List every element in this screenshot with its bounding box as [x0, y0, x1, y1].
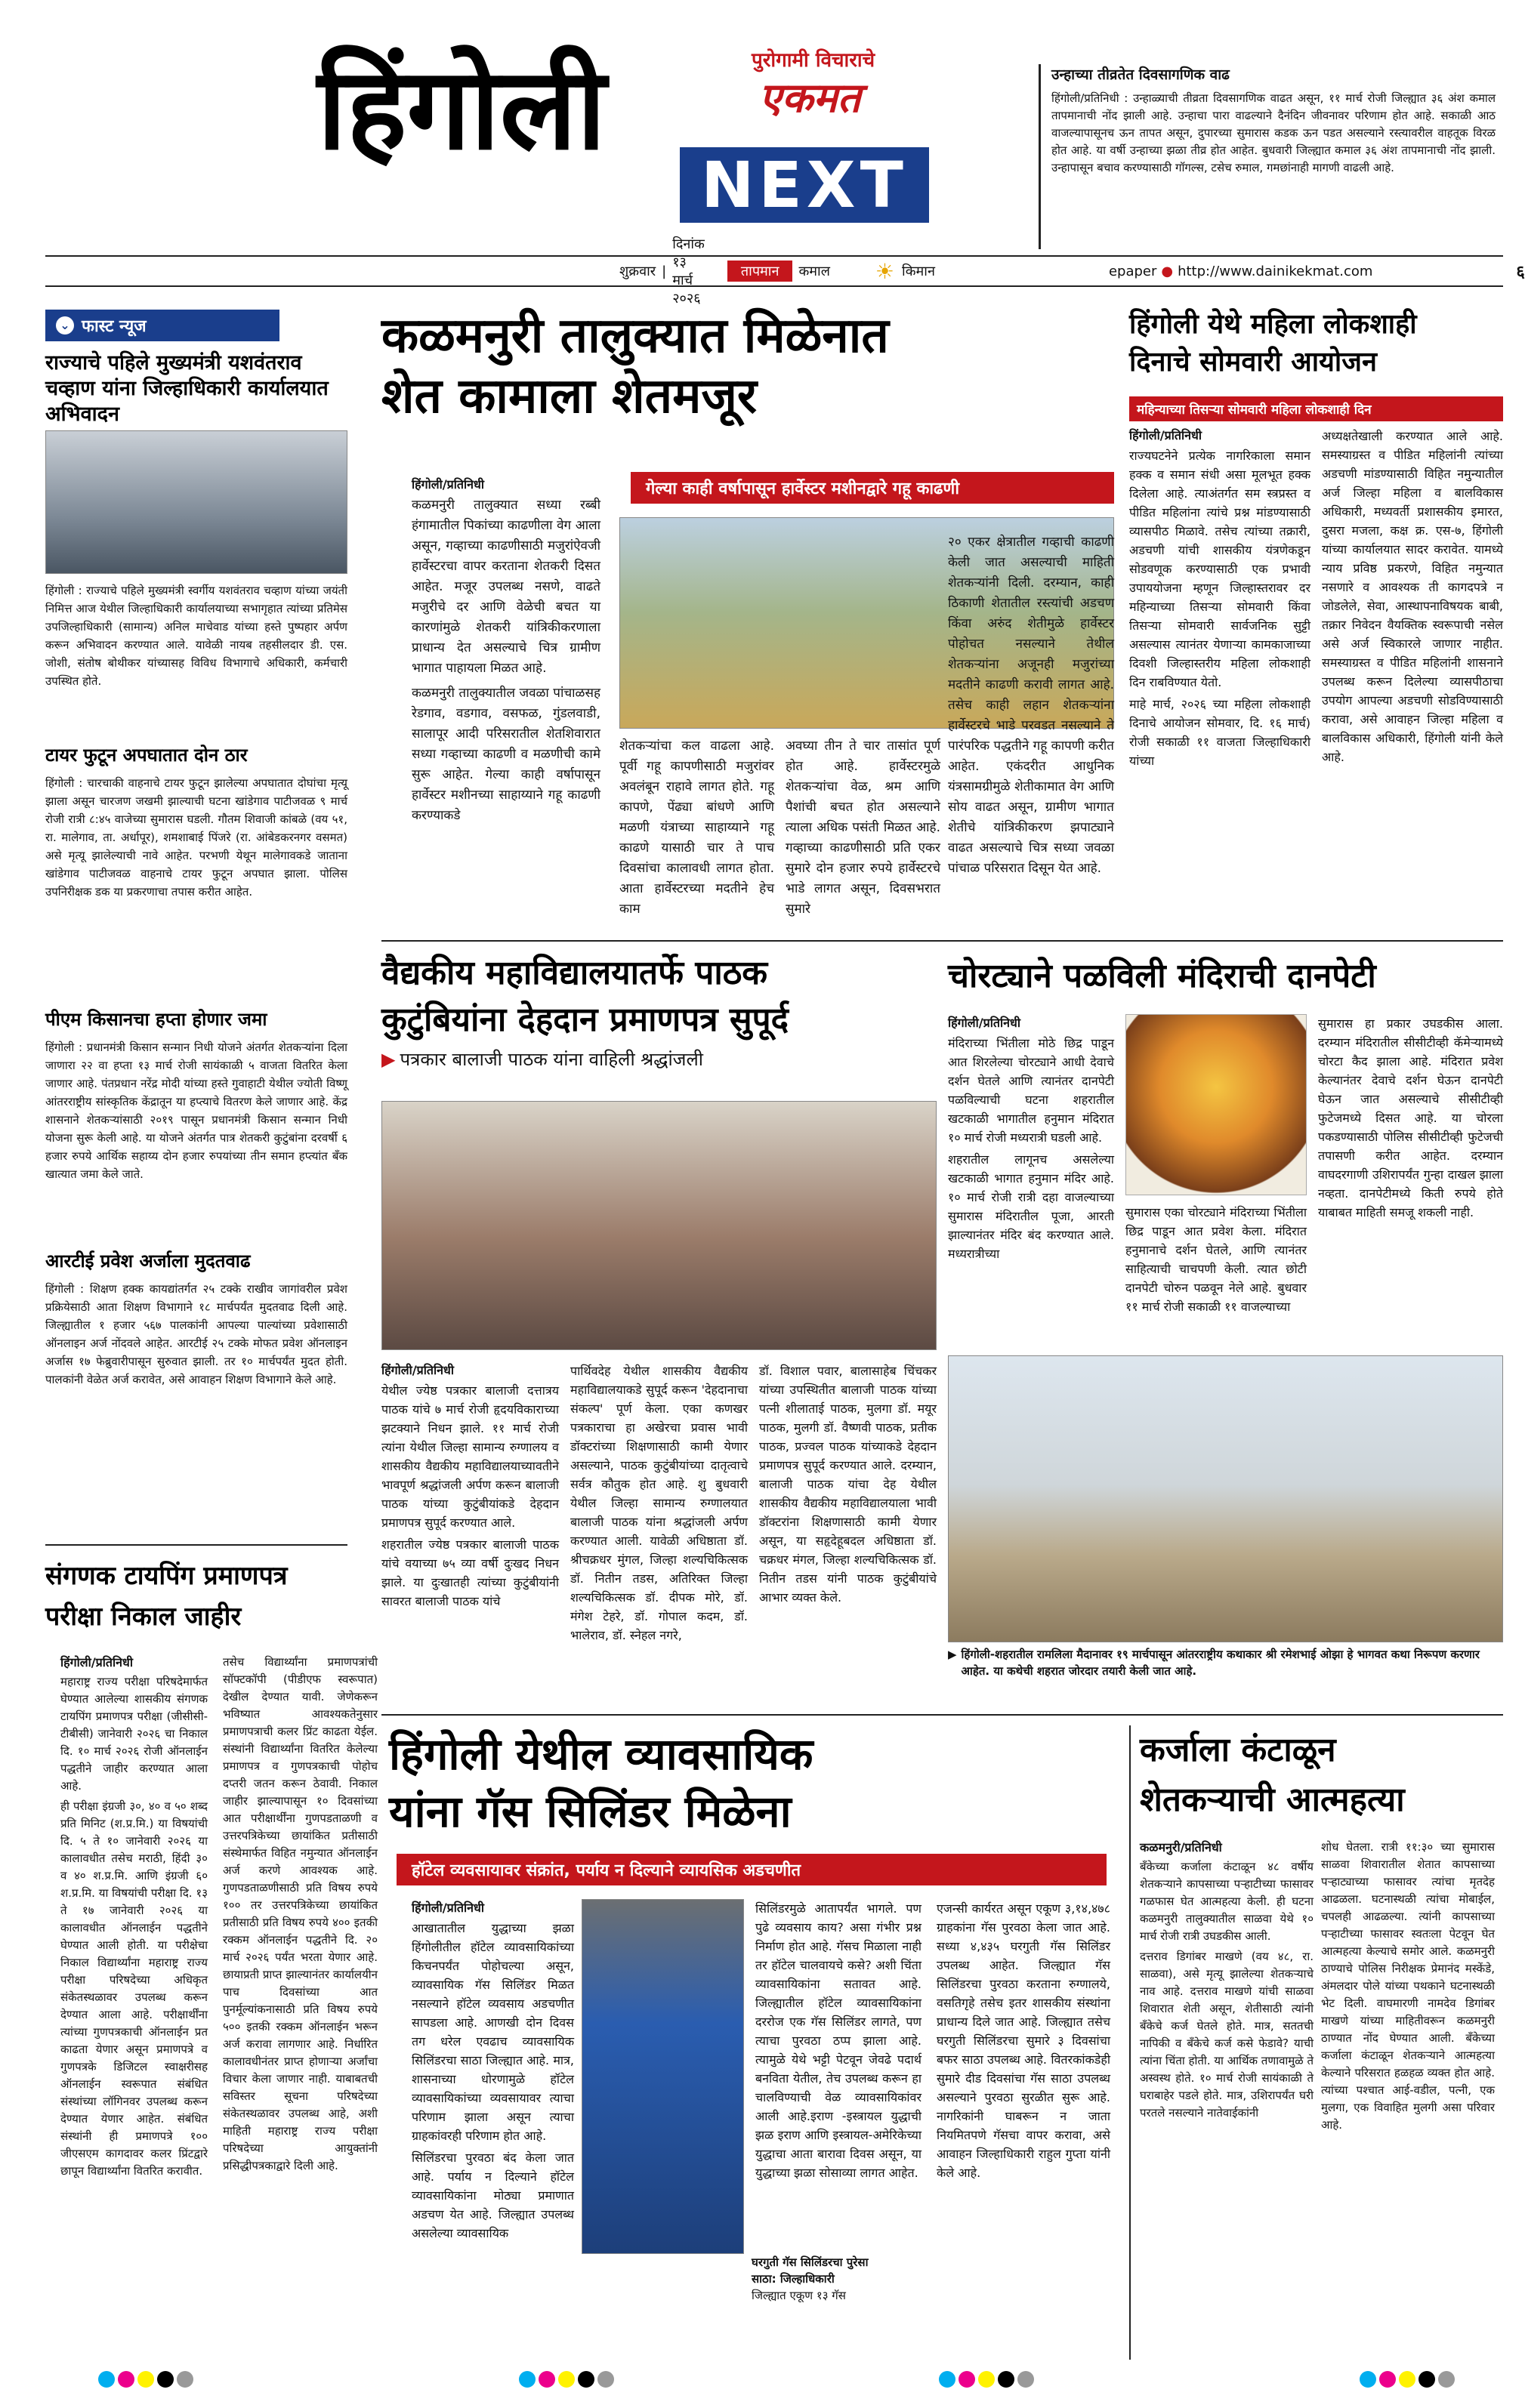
typing-headline-2: परीक्षा निकाल जाहीर — [45, 1602, 242, 1632]
news-title-3: पीएम किसानचा हप्ता होणार जमा — [45, 1009, 267, 1030]
lokshahi-headline-2: दिनाचे सोमवारी आयोजन — [1129, 347, 1377, 378]
website-link[interactable]: http://www.dainikekmat.com — [1178, 263, 1373, 279]
medical-byline: हिंगोली/प्रतिनिधी — [381, 1363, 455, 1377]
medical-kicker — [381, 1047, 937, 1071]
thief-illustration — [1125, 1014, 1307, 1195]
medical-col-3: डॉ. विशाल पवार, बालासाहेब चिंचकर यांच्या उपस्थितीत बालाजी पाठक यांच्या पत्नी शीलाताई पाठक, मुलगा डॉ. मयूर पाठक, मुलगी डॉ. वैष्णवी पाठक, प्रतीक पाठक, प्रज्वल पाठक यांच्याकडे देहदान प्रमाणपत्र सुपूर्द करण्यात आले. दरम्यान, बालाजी पाठक यांचा देह येथील शासकीय वैद्यकीय महाविद्यालयाला भावी डॉक्टरांना शिक्षणासाठी कामी येणार असून, या सहृदेहूबदल अधिष्ठाता डॉ. चक्रधर मंगल, जिल्हा शल्यचिकित्सक डॉ. नितीन तडस यांनी पाठक कुटुंबीयांचे आभार व्यक्त केले. — [759, 1364, 937, 1605]
typing-col-1: महाराष्ट्र राज्य परीक्षा परिषदेमार्फत घेण्यात आलेल्या शासकीय संगणक टायपिंग प्रमाणपत्र परीक्षा (जीसीसी-टीबीसी) जानेवारी २०२६ चा निकाल दि. १० मार्च २०२६ रोजी ऑनलाईन पद्धतीने जाहीर करण्यात आला आहे. — [60, 1675, 208, 1793]
lokshahi-col-2: अध्यक्षतेखाली करण्यात आले आहे. समस्याग्रस्त व पीडित महिलांनी त्यांच्या अडचणी मांडण्यासाठी विहित नमुन्यातील अर्ज जिल्हा महिला व बालविकास अधिकारी, मध्यवर्ती प्रशासकीय इमारत, दुसरा मजला, कक्ष क्र. एस-७, हिंगोली यांच्या कार्यालयात सादर करावेत. यामध्ये न्याय प्रविष्ठ प्रकरणे, विहित नमुन्यात नसणारे व आवश्यक ती कागदपत्रे न जोडलेले, सेवा, आस्थापनाविषयक बाबी, तक्रार निवेदन वैयक्तिक स्वरूपाची नसेल असे अर्ज स्विकारले जाणार नाहीत. समस्याग्रस्त व पीडित महिलांनी शासनाने उपलब्ध करून दिलेल्या व्यासपीठाचा उपयोग आपल्या अडचणी सोडविण्यासाठी करावा, असे आवाहन जिल्हा महिला व बालविकास अधिकारी, हिंगोली यांनी केले आहे. — [1322, 429, 1503, 764]
globe-icon: ● — [1161, 263, 1174, 279]
gas-photo-caption-3: जिल्ह्यात एकूण १३ गॅस — [752, 2289, 846, 2302]
page-number: ६ — [1516, 263, 1525, 282]
lead-col-1: कळमनुरी तालुक्यात सध्या रब्बी हंगामातील पिकांच्या काढणीला वेग आला असून, गव्हाच्या काढणीसाठी मजुरांऐवजी हार्वेस्टरचा वापर करताना शेतकरी दिसत आहेत. मजूर उपलब्ध नसणे, वाढते मजुरीचे दर आणि वेळेची बचत या कारणांमुळे शेतकरी यांत्रिकीकरणाला प्राधान्य देत असल्याचे चित्र ग्रामीण भागात पाहायला मिळत आहे. — [412, 498, 600, 676]
fast-news-label-bar — [45, 310, 279, 341]
gas-photo-caption-1: घरगुती गॅस सिलिंडरचा पुरेसा — [752, 2255, 869, 2269]
max-temp-label: कमाल — [798, 264, 830, 279]
gas-photo-caption-2: साठा: जिल्हाधिकारी — [752, 2272, 835, 2286]
medical-col-2: पार्थिवदेह येथील शासकीय वैद्यकीय महाविद्यालयाकडे सुपूर्द करून 'देहदानाचा संकल्प' पूर्ण केला. एका कणखर पत्रकाराचा हा अखेरचा प्रवास भावी डॉक्टरांच्या शिक्षणासाठी कामी येणार असल्याने, पाठक कुटुंबीयांच्या दातृत्वाचे सर्वत्र कौतुक होत आहे. शु बुधवारी येथील जिल्हा सामान्य रुग्णालयात बालाजी पाठक यांना श्रद्धांजली अर्पण करण्यात आली. यावेळी अधिष्ठाता डॉ. श्रीचक्रधर मुंगल, जिल्हा शल्यचिकित्सक डॉ. नितीन तडस, अतिरिक्त जिल्हा शल्यचिकित्सक डॉ. दीपक मोरे, डॉ. मंगेश टेहरे, डॉ. गोपाल कदम, डॉ. भालेराव, डॉ. स्नेहल नगरे, — [570, 1364, 748, 1642]
epaper-label: epaper — [1108, 263, 1157, 279]
lead-col-4: २० एकर क्षेत्रातील गव्हाची काढणी केली जात असल्याची माहिती शेतकऱ्यांनी दिली. दरम्यान, काही ठिकाणी शेतातील रस्त्यांची अडचण किंवा अरुंद शेतीमुळे हार्वेस्टर पोहोचत नसल्याने तेथील शेतकऱ्यांना अजूनही मजुरांच्या मदतीने काढणी करावी लागत आहे. तसेच काही लहान शेतकऱ्यांना हार्वेस्टरचे भाडे परवडत नसल्याने ते पारंपरिक पद्धतीने गहू कापणी करीत आहेत. एकंदरीत आधुनिक यंत्रसामग्रीमुळे शेतीकामात वेग आणि सोय वाढत असून, ग्रामीण भागात शेतीचे यांत्रिकीकरण झपाट्याने वाढत असल्याचे चित्र सध्या जवळा पांचाळ परिसरात दिसून येत आहे. — [948, 535, 1114, 876]
fast-news-column — [45, 310, 347, 1533]
gas-col-1b: सिलिंडरचा पुरवठा बंद केला जात आहे. पर्याय न दिल्याने हॉटेल व्यावसायिकांना मोठ्या प्रमाणात अडचण येत आहे. जिल्ह्यात उपलब्ध असलेल्या व्यावसायिक — [412, 2151, 574, 2240]
typing-byline: हिंगोली/प्रतिनिधी — [60, 1655, 134, 1670]
farmer-headline-2: शेतकऱ्याची आत्महत्या — [1140, 1781, 1405, 1819]
brand-logo: एकमत — [759, 74, 861, 122]
typing-story — [45, 1555, 378, 2348]
lead-col-1b: कळमनुरी तालुक्यातील जवळा पांचाळसह रेडगाव, वडगाव, वसफळ, गुंडलवाडी, सालापूर आदी परिसरातील शेतशिवारात सध्या गव्हाच्या काढणी व मळणीची कामे सुरू आहेत. गेल्या काही वर्षापासून हार्वेस्टर मशीनच्या साहाय्याने गहू काढणी करण्याकडे — [412, 686, 600, 823]
news-title-1: राज्याचे पहिले मुख्यमंत्री यशवंतराव चव्हाण यांना जिल्हाधिकारी कार्यालयात अभिवादन — [45, 351, 329, 426]
dateline-day: शुक्रवार — [619, 264, 656, 279]
lead-col-3: अवघ्या तीन ते चार तासांत पूर्ण होत आहे. हार्वेस्टरमुळे शेतकऱ्यांचा वेळ, श्रम आणि पैशांची बचत होत असल्याने त्याला अधिक पसंती मिळत आहे. गव्हाच्या काढणीसाठी प्रति एकर सुमारे दोन हजार रुपये हार्वेस्टरचे भाडे लागत असून, दिवसभरात सुमारे — [786, 738, 940, 917]
medical-col-1b: शहरातील ज्येष्ठ पत्रकार बालाजी पाठक यांचे वयाच्या ७५ व्या वर्षी दुःखद निधन झाले. या दुःखातही त्यांच्या कुटुंबीयांनी सावरत बालाजी पाठक यांचे — [381, 1537, 559, 1608]
gas-cylinder-photo — [582, 1899, 744, 2254]
news-photo-1 — [45, 430, 347, 574]
news-body-2: हिंगोली : चारचाकी वाहनाचे टायर फुटून झालेल्या अपघातात दोघांचा मृत्यू झाला असून चारजण जखमी झाल्याची घटना खांडेगाव पाटीजवळ ९ मार्च रोजी रात्री ८:४५ वाजेच्या सुमारास घडली. गौतम शिवाजी कांबळे (वय ५१, रा. मालेगाव, ता. अर्धापूर), शमशाबाई पिंजरे (रा. आंबेडकरनगर वसमत) असे मृत्यू झालेल्याची नावे आहेत. परभणी येथून मालेगावकडे जाताना खांडेगाव पाटीजवळ वाहनाचे टायर फुटून अपघात झाला. पोलिस उपनिरीक्षक डक या प्रकरणाचा तपास करीत आहेत. — [45, 776, 347, 899]
farmer-byline: कळमनुरी/प्रतिनिधी — [1140, 1840, 1222, 1855]
lokshahi-story — [1129, 306, 1503, 933]
lead-kicker: गेल्या काही वर्षापासून हार्वेस्टर मशीनद्वारे गहू काढणी — [631, 472, 1114, 504]
farmer-col-1: बँकेच्या कर्जाला कंटाळून ४८ वर्षीय शेतकऱ्याने कापसाच्या पऱ्हाटीच्या फासावर गळफास घेत आत्महत्या केली. ही घटना कळमनुरी तालुक्यातील साळवा येथे १० मार्च रोजी रात्री उघडकीस आली. — [1140, 1860, 1314, 1943]
registration-marks — [98, 2371, 1458, 2391]
gas-col-2: सिलिंडरमुळे आतापर्यंत भागले. पण पुढे व्यवसाय काय? असा गंभीर प्रश्न निर्माण होत आहे. गॅसच मिळाला नाही तर हॉटेल चालवायचे कसे? अशी चिंता व्यावसायिकांना सतावत आहे. जिल्ह्यातील हॉटेल व्यावसायिकांना दररोज एक गॅस सिलिंडर लागते, पण त्याचा पुरवठा ठप्प झाला आहे. त्यामुळे येथे भट्टी पेटवून जेवढे पदार्थ बनविता येतील, तेच उपलब्ध करून हा चालविण्याची वेळ व्यावसायिकांवर आली आहे.इराण -इस्त्रायल युद्धाची झळ इराण आणि इस्त्रायल-अमेरिकेच्या युद्धाचा आता बारावा दिवस असून, या युद्धाच्या झळा सोसाव्या लागत आहेत. — [755, 1901, 921, 2180]
photo-caption-block — [582, 2254, 929, 2304]
farmer-headline-1: कर्जाला कंटाळून — [1140, 1731, 1336, 1769]
news-title-4: आरटीई प्रवेश अर्जाला मुदतवाढ — [45, 1250, 251, 1272]
typing-col-2: तसेच विद्यार्थ्यांना प्रमाणपत्रांची सॉफ्टकॉपी (पीडीएफ स्वरूपात) देखील देण्यात यावी. जेणेकरून भविष्यात आवश्यकतेनुसार प्रमाणपत्राची कलर प्रिंट काढता येईल. संस्थांनी विद्यार्थ्यांना वितरित केलेल्या प्रमाणपत्र व गुणपत्रकाची पोहोच दप्तरी जतन करून ठेवावी. निकाल जाहीर झाल्यापासून १० दिवसांच्या आत परीक्षार्थींना गुणपडताळणी व उत्तरपत्रिकेच्या छायांकित प्रतीसाठी संस्थेमार्फत विहित नमुन्यात ऑनलाईन अर्ज करणे आवश्यक आहे. गुणपडताळणीसाठी प्रति विषय रुपये १०० तर उत्तरपत्रिकेच्या छायांकित प्रतीसाठी प्रति विषय रुपये ४०० इतकी रक्कम ऑनलाईन पद्धतीने दि. २० मार्च २०२६ पर्यंत भरता येणार आहे. छायाप्रती प्राप्त झाल्यानंतर कार्यालयीन पाच दिवसांच्या आत पुनर्मूल्यांकनासाठी प्रति विषय रुपये ५०० इतकी रक्कम ऑनलाईन भरून अर्ज करावा लागणार आहे. निर्धारित कालावधीनंतर प्राप्त होणाऱ्या अर्जांचा विचार केला जाणार नाही. याबाबतची सविस्तर सूचना परिषदेच्या संकेतस्थळावर उपलब्ध आहे, अशी माहिती महाराष्ट्र राज्य परीक्षा परिषदेच्या आयुक्तांनी प्रसिद्धीपत्रकाद्वारे दिली आहे. — [223, 1655, 378, 2172]
sun-icon: ☀ — [875, 258, 895, 284]
temple-col-1b: शहरातील लागूनच असलेल्या खटकाळी भागात हनुमान मंदिर आहे. १० मार्च रोजी रात्री दहा वाजल्याच्या सुमारास मंदिरातील पूजा, आरती झाल्यानंतर मंदिर बंद करण्यात आले. मध्यरात्रीच्या — [948, 1152, 1114, 1261]
weather-box — [1039, 64, 1496, 249]
lokshahi-byline: हिंगोली/प्रतिनिधी — [1129, 428, 1202, 442]
temple-col-2: सुमारास एका चोरट्याने मंदिराच्या भिंतीला छिद्र पाडून आत प्रवेश केला. मंदिरात हनुमानाचे दर्शन घेतले, आणि त्यानंतर साहित्याची चाचपणी केली. त्यात छोटी दानपेटी चोरुन पळवून नेले आहे. बुधवार ११ मार्च रोजी सकाळी ११ वाजल्याच्या — [1125, 1205, 1307, 1314]
medical-story — [381, 950, 937, 1675]
dateline-date: दिनांक १३ मार्च २०२६ — [672, 236, 705, 307]
weather-body: हिंगोली/प्रतिनिधी : उन्हाळ्याची तीव्रता दिवसागणिक वाढत असून, ११ मार्च रोजी जिल्ह्यात ३६ अंश कमाल तापमानाची नोंद झाली आहे. उन्हाचा पारा वाढल्याने दैनंदिन जीवनावर परिणाम होत आहे. सकाळी आठ वाजल्यापासूनच ऊन तापत असून, दुपारच्या सुमारास कडक ऊन पडत असल्याने रस्त्यावरील वाहतूक विरळ होत आहे. या वर्षी उन्हाच्या झळा तीव्र होत आहेत. बुधवारी जिल्ह्यात कमाल ३६ अंश तापमानाची नोंद झाली. उन्हापासून बचाव करण्यासाठी गॉगल्स, टसेच रुमाल, गमछांनाही मागणी वाढली आहे. — [1051, 91, 1496, 174]
next-logo — [680, 147, 929, 223]
lokshahi-col-1b: माहे मार्च, २०२६ च्या महिला लोकशाही दिनाचे आयोजन सोमवार, दि. १६ मार्च) रोजी सकाळी ११ वाजता जिल्हाधिकारी यांच्या — [1129, 697, 1310, 768]
news-body-4: हिंगोली : शिक्षण हक्क कायद्यांतर्गत २५ टक्के राखीव जागांवरील प्रवेश प्रक्रियेसाठी आता शिक्षण विभागाने १८ मार्चपर्यंत मुदतवाढ दिली आहे. जिल्ह्यातील १ हजार ५६७ पालकांनी आपल्या पाल्यांच्या प्रवेशासाठी ऑनलाइन अर्ज नोंदवले आहेत. आरटीई २५ टक्के मोफत प्रवेश ऑनलाइन अर्जास १७ फेब्रुवारीपासून सुरुवात झाली. तर १० मार्चपर्यंत मुदत होती. पालकांनी वेळेत अर्ज करावेत, असे आवाहन शिक्षण विभागाने केले आहे. — [45, 1282, 347, 1386]
lokshahi-headline-1: हिंगोली येथे महिला लोकशाही — [1129, 309, 1417, 340]
triangle-right-icon: ▶ — [948, 1648, 957, 1661]
gas-headline-1: हिंगोली येथील व्यावसायिक — [389, 1728, 813, 1780]
news-body-1: हिंगोली : राज्याचे पहिले मुख्यमंत्री स्वर्गीय यशवंतराव चव्हाण यांच्या जयंती निमित्त आज येथील जिल्हाधिकारी कार्यालयाच्या सभागृहात त्यांच्या प्रतिमेस उपजिल्हाधिकारी (सामान्य) अनिल माचेवाड यांच्या हस्ते पुष्पहार अर्पण करून अभिवादन करण्यात आले. यावेळी नायब तहसीलदार डी. एस. जोशी, संतोष बोथीकर यांच्यासह विविध विभागाचे अधिकारी, कर्मचारी उपस्थित होते. — [45, 584, 347, 688]
lead-col-2: शेतकऱ्यांचा कल वाढला आहे. पूर्वी गहू कापणीसाठी मजुरांवर अवलंबून राहावे लागत होते. गहू कापणे, पेंढ्या बांधणे आणि मळणी यंत्राच्या साहाय्याने गहू काढणे यासाठी चार ते पाच दिवसांचा कालावधी लागत होता. आता हार्वेस्टरच्या मदतीने हेच काम — [619, 738, 774, 917]
temple-col-3: सुमारास हा प्रकार उघडकीस आला. दरम्यान मंदिरातील सीसीटीव्ही कॅमेऱ्यामध्ये चोरटा कैद झाला आहे. मंदिरात प्रवेश केल्यानंतर देवाचे दर्शन घेऊन दानपेटी घेऊन जात असल्याचे सीसीटीव्ही फुटेजमध्ये दिसत आहे. या चोरला पकडण्यासाठी पोलिस सीसीटीव्ही फुटेजची तपासणी करीत आहेत. दरम्यान वाघदरगाणी उशिरापर्यंत गुन्हा दाखल झाला नव्हता. दानपेटीमध्ये किती रुपये होते याबाबत माहिती समजू शकली नाही. — [1318, 1016, 1503, 1219]
temple-headline: चोरट्याने पळविली मंदिराची दानपेटी — [948, 957, 1376, 995]
chevron-down-icon: ⌄ — [56, 316, 74, 335]
medical-headline-2: कुटुंबियांना देहदान प्रमाणपत्र सुपूर्द — [381, 1001, 789, 1039]
medical-kicker-text: पत्रकार बालाजी पाठक यांना वाहिली श्रद्धांजली — [400, 1049, 703, 1070]
ramlila-caption — [948, 1646, 1503, 1679]
typing-col-1b: ही परीक्षा इंग्रजी ३०, ४० व ५० शब्द प्रति मिनिट (श.प्र.मि.) या विषयांची दि. ५ ते १० जानेवारी २०२६ या कालावधीत तसेच मराठी, हिंदी ३० व ४० श.प्र.मि. आणि इंग्रजी ६० श.प्र.मि. या विषयांची परीक्षा दि. १३ ते १७ जानेवारी २०२६ या कालावधीत ऑनलाईन पद्धतीने घेण्यात आली होती. या परीक्षेचा निकाल विद्यार्थ्यांना महाराष्ट्र राज्य परीक्षा परिषदेच्या अधिकृत संकेतस्थळावर उपलब्ध करून देण्यात आला आहे. परीक्षार्थींना त्यांच्या गुणपत्रकाची ऑनलाईन प्रत काढता येणार असून प्रमाणपत्रे व गुणपत्रके डिजिटल स्वाक्षरीसह ऑनलाईन स्वरूपात संबंधित संस्थांच्या लॉगिनवर उपलब्ध करून देण्यात येणार आहेत. संबंधित संस्थांनी ही प्रमाणपत्रे १०० जीएसएम कागदावर कलर प्रिंटद्वारे छापून विद्यार्थ्यांना वितरित करावीत. — [60, 1799, 208, 2178]
min-temp-label: किमान — [902, 264, 935, 279]
lead-headline-2: शेत कामाला शेतमजूर — [381, 368, 758, 424]
farmer-story — [1129, 1725, 1503, 2360]
lead-headline-1: कळमनुरी तालुक्यात मिळेनात — [381, 308, 889, 364]
typing-headline-1: संगणक टायपिंग प्रमाणपत्र — [45, 1561, 288, 1591]
temple-col-1: मंदिराच्या भिंतीला मोठे छिद्र पाडून आत शिरलेल्या चोरट्याने आधी देवाचे दर्शन घेतले आणि त्यानंतर दानपेटी पळविल्याची घटना शहरातील खटकाळी भागातील हनुमान मंदिरात १० मार्च रोजी मध्यरात्री घडली आहे. — [948, 1036, 1114, 1145]
lead-byline: हिंगोली/प्रतिनिधी — [412, 477, 485, 492]
medical-col-1: येथील ज्येष्ठ पत्रकार बालाजी दत्तात्रय पाठक यांचे ७ मार्च रोजी हृदयविकाराच्या झटक्याने निधन झाले. ११ मार्च रोजी त्यांना येथील जिल्हा सामान्य रुग्णालय व शासकीय वैद्यकीय महाविद्यालयाच्यावतीने भावपूर्ण श्रद्धांजली अर्पण करून बालाजी पाठक यांच्या कुटुंबीयांकडे देहदान प्रमाणपत्र सुपूर्द करण्यात आले. — [381, 1383, 559, 1530]
masthead — [317, 45, 967, 242]
brand-tagline: पुरोगामी विचाराचे — [752, 49, 875, 72]
dateline-bar: शुक्रवार | दिनांक १३ मार्च २०२६ तापमान कमाल ☀ किमान epaper ● http://www.dainikekmat.com ६ — [45, 255, 1503, 287]
lokshahi-col-1: राज्यघटनेने प्रत्येक नागरिकाला समान हक्क व समान संधी असा मूलभूत हक्क दिलेला आहे. त्याअंतर्गत सम स्त्रप्रस्त व पीडित महिलांना त्यांचे प्रश्न मांडण्यासाठी व्यासपीठ मिळावे. तसेच त्यांच्या तक्रारी, अडचणी यांची शासकीय यंत्रणेकडून सोडवणूक करण्यासाठी एक प्रभावी उपाययोजना म्हणून जिल्हास्तरावर दर महिन्याच्या तिसऱ्या सोमवारी किंवा तिसऱ्या सोमवारी सार्वजनिक सुट्टी असल्यास त्यानंतर येणाऱ्या कामकाजाच्या दिवशी जिल्हास्तरीय महिला लोकशाही दिन राबविण्यात येतो. — [1129, 449, 1310, 689]
news-body-3: हिंगोली : प्रधानमंत्री किसान सन्मान निधी योजने अंतर्गत शेतकऱ्यांना दिला जाणारा २२ वा हप्ता १३ मार्च रोजी सायंकाळी ५ वाजता वितरित केला जाणार आहे. पंतप्रधान नरेंद्र मोदी यांच्या हस्ते गुवाहाटी येथील ज्योती विष्णू आंतरराष्ट्रीय सांस्कृतिक केंद्रातून या हप्त्याचे वितरण केले जाणार आहे. केंद्र शासनाने शेतकऱ्यांसाठी २०१९ पासून प्रधानमंत्री किसान सन्मान निधी योजना सुरू केली आहे. या योजने अंतर्गत पात्र शेतकरी कुटुंबांना दरवर्षी ६ हजार रुपये आर्थिक सहाय्य दोन हजार रुपयांच्या तीन समान हप्त्यांत बँक खात्यात जमा केले जाते. — [45, 1041, 347, 1181]
temple-byline: हिंगोली/प्रतिनिधी — [948, 1016, 1021, 1030]
farmer-col-1b: दत्तराव डिगांबर माखणे (वय ४८, रा. साळवा), असे मृत्यू झालेल्या शेतकऱ्याचे नाव आहे. दत्तराव माखणे यांची साळवा शिवारात शेती असून, शेतीसाठी त्यांनी बँकेचे कर्ज घेतले होते. मात्र, सततची नापिकी व बँकेचे कर्ज कसे फेडावे? याची त्यांना चिंता होती. या आर्थिक तणावामुळे ते अस्वस्थ होते. १० मार्च रोजी सायंकाळी ते घराबाहेर पडले होते. मात्र, उशिरापर्यंत घरी परतले नसल्याने नातेवाईकांनी — [1140, 1950, 1314, 2120]
medical-photo — [381, 1101, 937, 1350]
gas-kicker: हॉटेल व्यवसायावर संक्रांत, पर्याय न दिल्याने व्यायसिक अडचणीत — [397, 1854, 1107, 1885]
gas-headline-2: यांना गॅस सिलिंडर मिळेना — [389, 1786, 792, 1837]
ramlila-caption-text: हिंगोली-शहरातील रामलिला मैदानावर १९ मार्चपासून आंतरराष्ट्रीय कथाकार श्री रमेशभाई ओझा हे भागवत कथा निरूपण करणार आहेत. या कथेची शहरात जोरदार तयारी केली जात आहे. — [961, 1648, 1480, 1678]
temple-story — [948, 950, 1503, 1343]
news-title-2: टायर फुटून अपघातात दोन ठार — [45, 745, 248, 766]
masthead-title: हिंगोली — [317, 44, 607, 175]
gas-byline: हिंगोली/प्रतिनिधी — [412, 1901, 485, 1915]
ramlila-photo — [948, 1355, 1503, 1642]
medical-headline-1: वैद्यकीय महाविद्यालयातर्फे पाठक — [381, 954, 768, 992]
gas-story — [389, 1725, 1122, 2360]
triangle-right-icon: ▶ — [381, 1048, 396, 1070]
weather-label: तापमान — [727, 261, 793, 282]
next-label: NEXT — [701, 148, 908, 222]
fast-news-label: फास्ट न्यूज — [82, 317, 147, 336]
weather-heading: उन्हाच्या तीव्रतेत दिवसागणिक वाढ — [1051, 66, 1230, 83]
lokshahi-kicker: महिन्याच्या तिसऱ्या सोमवारी महिला लोकशाही दिन — [1129, 396, 1503, 421]
farmer-col-2: शोध घेतला. रात्री ११:३० च्या सुमारास साळवा शिवारातील शेतात कापसाच्या पऱ्हाट्याच्या फासावर त्यांचा मृतदेह आढळला. घटनास्थळी त्यांचा मोबाईल, चपलही आढळल्या. त्यांनी कापसाच्या पऱ्हाटीच्या फासावर स्वतःला पेटवून घेत आत्महत्या केल्याचे समोर आले. कळमनुरी ठाण्याचे पोलिस निरीक्षक प्रेमानंद मस्केंडे, अंमलदार पोले यांच्या पथकाने घटनास्थळी भेट दिली. वाघमारणी नामदेव डिगांबर माखणे यांच्या माहितीवरून कळमनुरी ठाण्यात नोंद घेण्यात आली. बँकेच्या कर्जाला कंटाळून शेतकऱ्याने आत्महत्या केल्याने परिसरात हळहळ व्यक्त होत आहे. त्यांच्या पश्चात आई-वडील, पत्नी, एक मुलगा, एक विवाहित मुलगी असा परिवार आहे. — [1321, 1840, 1495, 2132]
gas-col-1: आखातातील युद्धाच्या झळा हिंगोलीतील हॉटेल व्यावसायिकांच्या किचनपर्यंत पोहोचल्या असून, व्यावसायिक गॅस सिलिंडर मिळत नसल्याने हॉटेल व्यवसाय अडचणीत सापडला आहे. आणखी दोन दिवस तग धरेल एवढाच व्यावसायिक सिलिंडरचा साठा जिल्ह्यात आहे. मात्र, शासनाच्या धोरणामुळे हॉटेल व्यावसायिकांच्या व्यवसायावर त्याचा परिणाम झाला असून त्याचा ग्राहकांवरही परिणाम होत आहे. — [412, 1921, 574, 2143]
gas-col-3: एजन्सी कार्यरत असून एकूण ३,१४,४७८ ग्राहकांना गॅस पुरवठा केला जात आहे. सध्या ४,४३५ घरगुती गॅस सिलिंडर उपलब्ध आहेत. जिल्ह्यात गॅस सिलिंडरचा पुरवठा करताना रुग्णालये, वसतिगृहे तसेच इतर शासकीय संस्थांना प्राधान्य दिले जात आहे. जिल्ह्यात तसेच घरगुती सिलिंडरचा सुमारे ३ दिवसांचा बफर साठा उपलब्ध आहे. वितरकांकडेही सुमारे दीड दिवसांचा गॅस साठा उपलब्ध असल्याने पुरवठा सुरळीत सुरू आहे. नागरिकांनी घाबरून न जाता नियमितपणे गॅसचा वापर करावा, असे आवाहन जिल्हाधिकारी राहुल गुप्ता यांनी केले आहे. — [937, 1901, 1110, 2180]
